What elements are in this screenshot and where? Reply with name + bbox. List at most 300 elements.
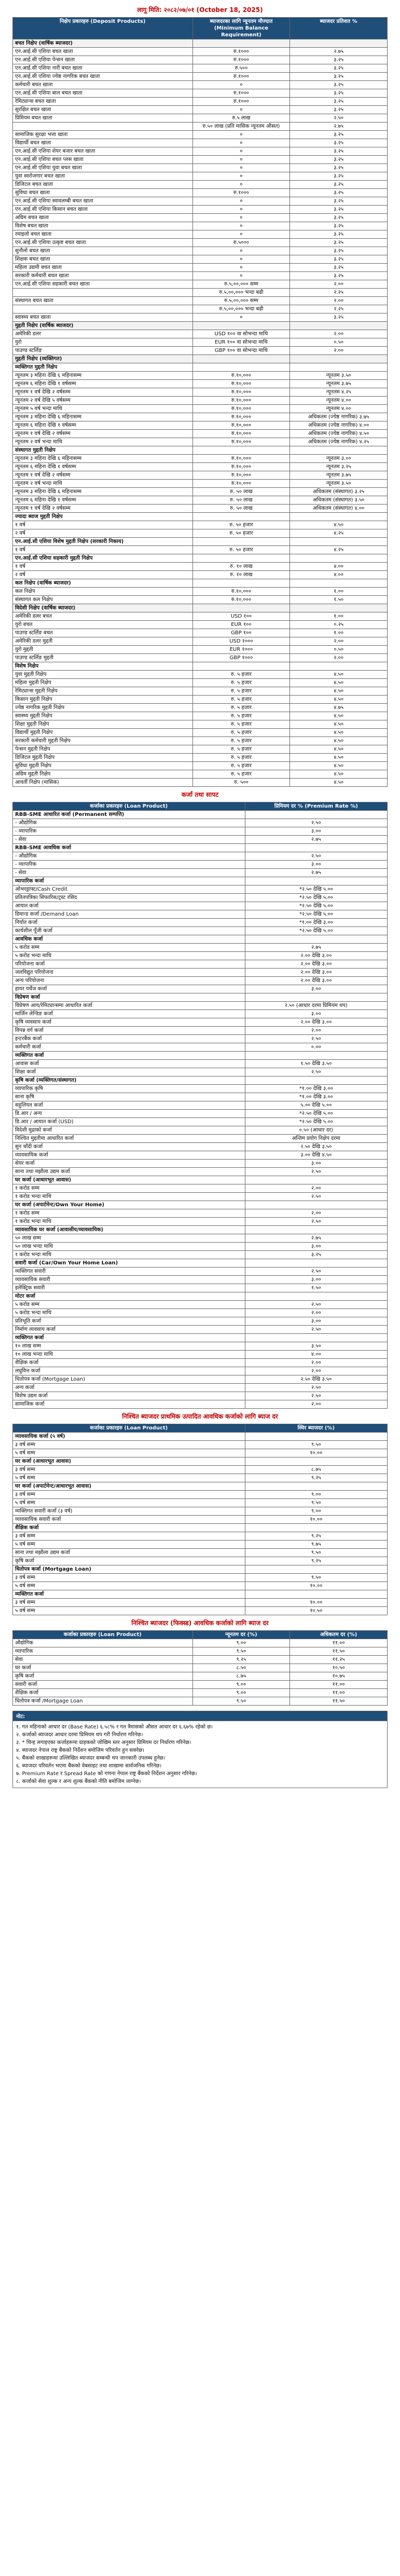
deposit-cell: रमाइलो बचत खाता <box>13 230 193 239</box>
deposit-cell: प्रिमियम बचत खाता <box>13 114 193 122</box>
loan-row <box>13 836 388 844</box>
deposit-cell: ३.२५ <box>290 89 388 98</box>
deposit-cell: रु.१०,००० <box>192 463 290 471</box>
deposit-cell: न्यूनतम १ वर्ष देखि २ वर्षसम्म <box>13 430 193 438</box>
deposit-cell: विद्यार्थी मुद्दती निक्षेप <box>13 729 193 737</box>
loan-cell: ३.०० <box>245 1010 387 1018</box>
fixed-row <box>13 1433 388 1441</box>
note-item: ७. Premium Rate र Spread Rate को गणना नेपाल राष्ट्र बैंकको निर्देशन अनुसार गरिनेछ। <box>16 1771 197 1777</box>
loan-row <box>13 827 388 836</box>
deposit-cell: ० <box>192 139 290 147</box>
loan-cell <box>245 1259 387 1267</box>
loan-row <box>13 935 388 944</box>
deposit-cell <box>290 363 388 372</box>
loan-cell: *२.५० देखि ५.०० <box>245 1118 387 1126</box>
deposit-cell: रु.५,००,००० भन्दा बढी <box>192 289 290 297</box>
deposit-cell: ३.२५ <box>290 131 388 139</box>
loan-cell: २.०० देखि ३.०० <box>245 969 387 977</box>
range-cell: ९.०० <box>192 1639 290 1647</box>
loan-cell: प्रतितपत्रिका सिफारिस/ट्रस्ट रसिद <box>13 894 245 902</box>
loan-cell: २.०० <box>245 1027 387 1035</box>
fixed-band-title: निश्चित ब्याजदर प्राथमिक उत्पादित आवधिक कर्जाको लागि ब्याज दर <box>122 1413 278 1420</box>
loan-cell: व्यावसायिक सवारी <box>13 1276 245 1284</box>
fixed-cell <box>245 1433 387 1441</box>
deposit-cell: रु.१०,००० <box>192 397 290 405</box>
loan-row <box>13 1160 388 1168</box>
deposit-cell: शिक्षा मुद्दती निक्षेप <box>13 720 193 729</box>
deposit-row <box>13 181 388 189</box>
loan-cell: इलेक्ट्रिक सवारी <box>13 1284 245 1292</box>
deposit-row <box>13 612 388 621</box>
loan-row <box>13 1359 388 1367</box>
deposit-cell: न्यूनतम ६ महिना देखि १ वर्षसम्म <box>13 421 193 430</box>
deposit-cell: ४.५० <box>290 671 388 679</box>
loan-row <box>13 1118 388 1126</box>
loan-cell: ०.०० <box>245 1043 387 1052</box>
deposit-cell: एन.आई.सी एशिया किसान बचत खाता <box>13 206 193 214</box>
deposit-cell: ०.२५ <box>290 621 388 629</box>
loan-header-premium: प्रिमियम दर % (Premium Rate %) <box>245 802 387 811</box>
loan-cell <box>245 1334 387 1342</box>
deposit-row <box>13 737 388 745</box>
deposit-cell: मुद्दती निक्षेप (व्यक्तिगत) <box>13 355 193 363</box>
loan-cell: अन्तिम प्रयोग निक्षेप दरमा <box>245 1135 387 1143</box>
loan-row <box>13 1193 388 1201</box>
loan-cell <box>245 1201 387 1209</box>
loan-cell: आयात कर्जा <box>13 902 245 910</box>
deposit-cell: एन.आई.सी एशिया सहकारी बचत खाता <box>13 280 193 289</box>
deposit-cell: ०.५० <box>290 338 388 347</box>
fixed-row <box>13 1599 388 1607</box>
deposit-row <box>13 64 388 73</box>
loan-cell: ३.०० <box>245 861 387 869</box>
deposit-cell: एन.आई.सी एशिया स्वावलम्बी बचत खाता <box>13 197 193 206</box>
deposit-cell: रु. ५० लाख <box>192 505 290 513</box>
loan-row <box>13 811 388 819</box>
loan-cell: व्यावसायिक कर्जा <box>13 1151 245 1160</box>
deposit-cell: २.०० <box>290 297 388 305</box>
deposit-cell <box>192 355 290 363</box>
fixed-row <box>13 1590 388 1599</box>
deposit-row <box>13 206 388 214</box>
loan-cell: धितोपत्र कर्जा (Mortgage Loan) <box>13 1375 245 1384</box>
loan-cell: प्रतिभूति कर्जा <box>13 1317 245 1326</box>
deposit-cell: ० <box>192 264 290 272</box>
loan-row <box>13 993 388 1002</box>
deposit-cell: रु.१००० <box>192 56 290 64</box>
loan-cell: परियोजना कर्जा <box>13 960 245 969</box>
deposit-cell: रु. ५ हजार <box>192 679 290 687</box>
deposit-table <box>12 17 388 787</box>
deposit-cell: पेन्सन मुद्दती निक्षेप <box>13 745 193 754</box>
loan-cell: व्यक्तिगत कर्जा <box>13 1334 245 1342</box>
loan-cell: ५ करोड भन्दा माथि <box>13 952 245 960</box>
loan-cell: ५० लाख सम्म <box>13 1234 245 1243</box>
deposit-cell: EUR १०० <box>192 621 290 629</box>
loan-cell: १.५० <box>245 1284 387 1292</box>
loan-cell: २.५० <box>245 1035 387 1043</box>
loan-cell: शैक्षिक कर्जा <box>13 1359 245 1367</box>
loan-row <box>13 1002 388 1010</box>
deposit-cell: युरो मुद्दती <box>13 646 193 654</box>
loan-cell: २.०० <box>245 1400 387 1409</box>
loan-cell <box>245 844 387 852</box>
fixed-cell: व्यक्तिगत कर्जा <box>13 1590 245 1599</box>
loan-body <box>13 811 388 1409</box>
loan-cell: २.५० <box>245 1384 387 1392</box>
deposit-cell: ० <box>192 197 290 206</box>
deposit-cell: सामाजिक सुरक्षा भत्ता खाता <box>13 131 193 139</box>
deposit-cell: ४.५० <box>290 687 388 696</box>
loan-row <box>13 861 388 869</box>
deposit-cell: बचत निक्षेप (वार्षिक ब्याजदर) <box>13 39 193 48</box>
deposit-cell: ० <box>192 214 290 222</box>
loan-row <box>13 1243 388 1251</box>
deposit-cell: ३.२५ <box>290 164 388 172</box>
range-cell: ११.५० <box>290 1697 388 1706</box>
loan-cell <box>245 1292 387 1301</box>
deposit-row <box>13 629 388 637</box>
deposit-row <box>13 322 388 330</box>
range-cell: ११.५० <box>290 1647 388 1656</box>
loan-cell: विप्रेषण आय/रेमिट्यान्समा आधारित कर्जा <box>13 1002 245 1010</box>
note-item: ६. ब्याजदर परिवर्तन भएमा बैंकको वेबसाइट तथा शाखामा सार्वजनिक गरिनेछ। <box>16 1763 162 1769</box>
loan-cell: कार्यशील पूँजी कर्जा <box>13 927 245 935</box>
range-cell: ९.०० <box>192 1681 290 1689</box>
loan-cell: २.५० <box>245 1326 387 1334</box>
loan-cell: ५ करोड सम्म <box>13 1301 245 1309</box>
note-item: ८. कर्जाको सेवा शुल्क र अन्य शुल्क बैंकको नीति बमोजिम लाग्नेछ। <box>16 1779 141 1784</box>
loan-cell: ५० लाख भन्दा माथि <box>13 1243 245 1251</box>
deposit-row <box>13 745 388 754</box>
deposit-cell: रु.१००० <box>192 73 290 81</box>
range-cell: ११.०० <box>290 1639 388 1647</box>
deposit-cell: रु.५,००,००० सम्म <box>192 280 290 289</box>
loan-row <box>13 1085 388 1093</box>
loan-row <box>13 952 388 960</box>
deposit-row <box>13 488 388 496</box>
deposit-cell: ४.५० <box>290 770 388 779</box>
fixed-cell <box>245 1524 387 1532</box>
loan-cell: ३.०० <box>245 1243 387 1251</box>
fixed-cell: ५ वर्ष सम्म <box>13 1541 245 1549</box>
deposit-cell: आवर्ती निक्षेप (मासिक) <box>13 779 193 787</box>
fixed-row <box>13 1491 388 1499</box>
deposit-cell: रु.१०,००० <box>192 438 290 446</box>
deposit-cell: ३.२५ <box>290 222 388 230</box>
loan-cell: निश्चित मुद्दतीमा आधारित कर्जा <box>13 1135 245 1143</box>
loan-row <box>13 1301 388 1309</box>
fixed-row <box>13 1441 388 1449</box>
deposit-cell: GBP १००० <box>192 654 290 662</box>
deposit-cell: पाउण्ड स्टर्लिङ <box>13 347 193 355</box>
deposit-cell: ० <box>192 172 290 181</box>
loan-cell <box>245 935 387 944</box>
loan-cell: *२.५० देखि ५.०० <box>245 885 387 894</box>
deposit-row <box>13 471 388 480</box>
loan-cell: २.५० देखि ३.५० <box>245 1375 387 1384</box>
deposit-row <box>13 513 388 521</box>
deposit-cell: कर्मचारी बचत खाता <box>13 81 193 89</box>
range-cell: ११.२५ <box>290 1656 388 1664</box>
deposit-cell: १.५० <box>290 596 388 604</box>
deposit-cell: १ वर्ष <box>13 546 193 554</box>
deposit-cell: २ वर्ष <box>13 529 193 538</box>
deposit-row <box>13 239 388 247</box>
loan-cell: RBB-SME आधारित कर्जा (Permanent सम्पत्ति) <box>13 811 245 819</box>
deposit-cell: संस्थागत बचत खाता <box>13 297 193 305</box>
deposit-cell: ४.५० <box>290 762 388 770</box>
loan-row <box>13 1035 388 1043</box>
loan-cell: २.७५ <box>245 836 387 844</box>
fixed-cell: १०.०० <box>245 1599 387 1607</box>
fixed-cell: ३ वर्ष सम्म <box>13 1574 245 1582</box>
deposit-row <box>13 671 388 679</box>
deposit-row <box>13 222 388 230</box>
deposit-cell <box>290 446 388 455</box>
deposit-row <box>13 98 388 106</box>
deposit-row <box>13 114 388 122</box>
deposit-cell: कल निक्षेप <box>13 588 193 596</box>
loan-row <box>13 1201 388 1209</box>
range-cell: कृषि कर्जा <box>13 1672 193 1681</box>
deposit-cell: न्यूनतम ४.०० <box>290 405 388 413</box>
deposit-cell <box>192 39 290 48</box>
loan-row <box>13 1309 388 1317</box>
deposit-row <box>13 380 388 388</box>
deposit-cell: ० <box>192 206 290 214</box>
deposit-row <box>13 214 388 222</box>
deposit-cell: रु.१०,००० <box>192 471 290 480</box>
loan-cell: सेयर कर्जा <box>13 1160 245 1168</box>
deposit-cell <box>192 513 290 521</box>
deposit-cell: न्यूनतम ६ महिना देखि १ वर्षसम्म <box>13 463 193 471</box>
fixed-header-rate: स्थिर ब्याजदर (%) <box>245 1424 387 1433</box>
loan-cell: १ करोड सम्म <box>13 1184 245 1193</box>
loan-cell: २.५० <box>245 1168 387 1176</box>
deposit-cell: ३.२५ <box>290 172 388 181</box>
loan-cell: अन्य कर्जा <box>13 1384 245 1392</box>
deposit-cell: न्यूनतम ३ महिना देखि ६ महिनासम्म <box>13 488 193 496</box>
fixed-cell: ५ वर्ष सम्म <box>13 1474 245 1482</box>
deposit-cell: रु. १० लाख <box>192 563 290 571</box>
loan-row <box>13 877 388 885</box>
deposit-cell: ० <box>192 255 290 264</box>
range-row <box>13 1639 388 1647</box>
deposit-cell: किसान मुद्दती निक्षेप <box>13 696 193 704</box>
fixed-row <box>13 1557 388 1565</box>
loan-cell <box>245 1176 387 1184</box>
deposit-cell <box>290 662 388 671</box>
deposit-cell: सरकारी कर्मचारी मुद्दती निक्षेप <box>13 737 193 745</box>
loan-cell: २.५० <box>245 1193 387 1201</box>
loan-cell: आवधिक कर्जा <box>13 935 245 944</box>
loan-row <box>13 885 388 894</box>
loan-cell: डि.आर / आयात कर्जा (USD) <box>13 1118 245 1126</box>
fixed-cell: ३ वर्ष सम्म <box>13 1441 245 1449</box>
deposit-cell: GBP १०० वा सोभन्दा माथि <box>192 347 290 355</box>
loan-cell: विशेष उद्यम कर्जा <box>13 1392 245 1400</box>
fixed-row <box>13 1565 388 1574</box>
range-row <box>13 1664 388 1672</box>
fixed-cell: घर कर्जा (आधारभूत आवास) <box>13 1457 245 1466</box>
deposit-cell: ० <box>192 247 290 255</box>
deposit-cell: न्यूनतम ३ महिना देखि ६ महिनासम्म <box>13 455 193 463</box>
loan-cell: - व्यापारिक <box>13 827 245 836</box>
deposit-row <box>13 762 388 770</box>
deposit-row <box>13 397 388 405</box>
loan-row <box>13 1135 388 1143</box>
deposit-row <box>13 729 388 737</box>
deposit-cell: २.२५ <box>290 305 388 314</box>
deposit-cell <box>192 554 290 563</box>
range-header-product: कर्जाका प्रकारहरु (Loan Product) <box>13 1631 193 1639</box>
fixed-cell: १०.०० <box>245 1449 387 1457</box>
loan-cell: ओभरड्राफ्ट/Cash Credit <box>13 885 245 894</box>
deposit-row <box>13 646 388 654</box>
deposit-header-minimum: ब्याजदरका लागि न्यूनतम मौज्दात (Minimum Balance Requirement) <box>192 18 290 39</box>
deposit-row <box>13 247 388 255</box>
deposit-cell: न्यूनतम १ वर्ष देखि २ वर्षसम्म <box>13 388 193 397</box>
deposit-cell: रु.१००० <box>192 189 290 197</box>
deposit-cell: रु.१०,००० <box>192 413 290 421</box>
deposit-cell: अग्रिम बचत खाता <box>13 214 193 222</box>
loan-cell: *२.५० देखि ५.०० <box>245 927 387 935</box>
note-item: १. गत महिनाको आधार दर (Base Rate) ६.५८% र गत त्रैमासको औसत आधार दर ६.६७% रहेको छ। <box>16 1724 213 1730</box>
deposit-cell: युरो <box>13 338 193 347</box>
deposit-row <box>13 338 388 347</box>
loan-cell <box>245 1226 387 1234</box>
range-cell: व्यापारिक <box>13 1647 193 1656</box>
loan-cell: साना कृषि <box>13 1093 245 1101</box>
loan-band-title: कर्जा तथा सापट <box>181 791 219 798</box>
loan-row <box>13 1209 388 1218</box>
loan-row <box>13 1043 388 1052</box>
deposit-cell: GBP १०० <box>192 629 290 637</box>
loan-cell: ४.०० <box>245 1351 387 1359</box>
loan-cell: व्यावसायिक घर कर्जा (आवासीय/व्यावसायिक) <box>13 1226 245 1234</box>
fixed-cell: ९.०० <box>245 1507 387 1516</box>
deposit-row <box>13 147 388 156</box>
deposit-cell: २.७५ <box>290 122 388 131</box>
range-cell: ९.५० <box>192 1647 290 1656</box>
loan-row <box>13 1126 388 1135</box>
loan-cell: निर्यात कर्जा <box>13 919 245 927</box>
loan-row <box>13 869 388 877</box>
deposit-cell <box>290 604 388 612</box>
loan-cell: २.५० (आधार दरमा प्रिमियम थप) <box>245 1002 387 1010</box>
loan-cell: सुन चाँदी कर्जा <box>13 1143 245 1151</box>
deposit-row <box>13 255 388 264</box>
deposit-cell: ० <box>192 222 290 230</box>
deposit-cell: युवा मुद्दती निक्षेप <box>13 671 193 679</box>
range-cell: शैक्षिक कर्जा <box>13 1689 193 1697</box>
deposit-cell <box>290 579 388 588</box>
deposit-cell: ० <box>192 131 290 139</box>
fixed-cell: ३ वर्ष सम्म <box>13 1532 245 1541</box>
deposit-row <box>13 421 388 430</box>
range-cell: सेवा <box>13 1656 193 1664</box>
loan-cell: २.५० <box>245 1218 387 1226</box>
loan-table <box>12 802 388 1409</box>
fixed-cell: ९.२५ <box>245 1557 387 1565</box>
fixed-cell: कृषि कर्जा <box>13 1557 245 1565</box>
deposit-cell <box>192 446 290 455</box>
loan-cell: १ करोड भन्दा माथि <box>13 1218 245 1226</box>
deposit-cell: २.२५ <box>290 289 388 297</box>
range-cell: ९.२५ <box>192 1656 290 1664</box>
deposit-row <box>13 372 388 380</box>
deposit-row <box>13 604 388 612</box>
loan-cell: *१.०० देखि ३.०० <box>245 1085 387 1093</box>
loan-cell: *१.०० देखि ३.०० <box>245 919 387 927</box>
deposit-row <box>13 230 388 239</box>
loan-row <box>13 919 388 927</box>
deposit-cell: ० <box>192 106 290 114</box>
deposit-cell: न्यूनतम ३.७५ <box>290 380 388 388</box>
deposit-cell: न्यूनतम १ वर्ष देखि २ वर्षसम्म <box>13 505 193 513</box>
deposit-cell: रु. ५ हजार <box>192 720 290 729</box>
deposit-cell: ३.२५ <box>290 181 388 189</box>
loan-cell: २.०० <box>245 1309 387 1317</box>
deposit-cell: न्यूनतम ४.०० <box>290 397 388 405</box>
deposit-row <box>13 56 388 64</box>
deposit-cell: रु. ५ हजार <box>192 687 290 696</box>
range-cell: ११.०० <box>290 1689 388 1697</box>
loan-row <box>13 1384 388 1392</box>
deposit-cell: संस्थागत मुद्दती निक्षेप <box>13 446 193 455</box>
deposit-cell: रु. ५ हजार <box>192 737 290 745</box>
deposit-cell: रु.५ लाख <box>192 114 290 122</box>
deposit-cell: अमेरिकी डलर <box>13 330 193 338</box>
fixed-row <box>13 1474 388 1482</box>
loan-cell: ३.०० <box>245 985 387 993</box>
loan-row <box>13 960 388 969</box>
deposit-cell: सुरक्षित बचत खाता <box>13 106 193 114</box>
deposit-cell: ३.२५ <box>290 189 388 197</box>
deposit-cell: ३.२५ <box>290 214 388 222</box>
deposit-cell: ३.२५ <box>290 81 388 89</box>
deposit-row <box>13 662 388 671</box>
deposit-row <box>13 122 388 131</box>
deposit-cell: मुद्दती निक्षेप (वार्षिक ब्याजदर) <box>13 322 193 330</box>
deposit-row <box>13 388 388 397</box>
deposit-cell: रु.१०,००० <box>192 430 290 438</box>
loan-row <box>13 1334 388 1342</box>
fixed-row <box>13 1574 388 1582</box>
loan-cell: १.५० देखि ३.५० <box>245 1060 387 1068</box>
loan-row <box>13 1060 388 1068</box>
deposit-cell: ३.२५ <box>290 206 388 214</box>
deposit-row <box>13 106 388 114</box>
fixed-body <box>13 1433 388 1615</box>
deposit-cell: ४.२५ <box>290 529 388 538</box>
loan-cell: *२.५० देखि ५.०० <box>245 902 387 910</box>
fixed-table <box>12 1424 388 1615</box>
fixed-cell: ९.५० <box>245 1574 387 1582</box>
fixed-cell <box>245 1590 387 1599</box>
loan-row <box>13 902 388 910</box>
deposit-row <box>13 430 388 438</box>
loan-cell: व्यक्तिगत कर्जा <box>13 1052 245 1060</box>
deposit-cell: न्यूनतम ३.५० <box>290 372 388 380</box>
loan-row <box>13 969 388 977</box>
range-row <box>13 1672 388 1681</box>
fixed-cell: शैक्षिक कर्जा <box>13 1524 245 1532</box>
deposit-row <box>13 131 388 139</box>
deposit-cell: अधिकतम (ज्येष्ठ नागरिक) ४.५० <box>290 430 388 438</box>
fixed-row <box>13 1507 388 1516</box>
